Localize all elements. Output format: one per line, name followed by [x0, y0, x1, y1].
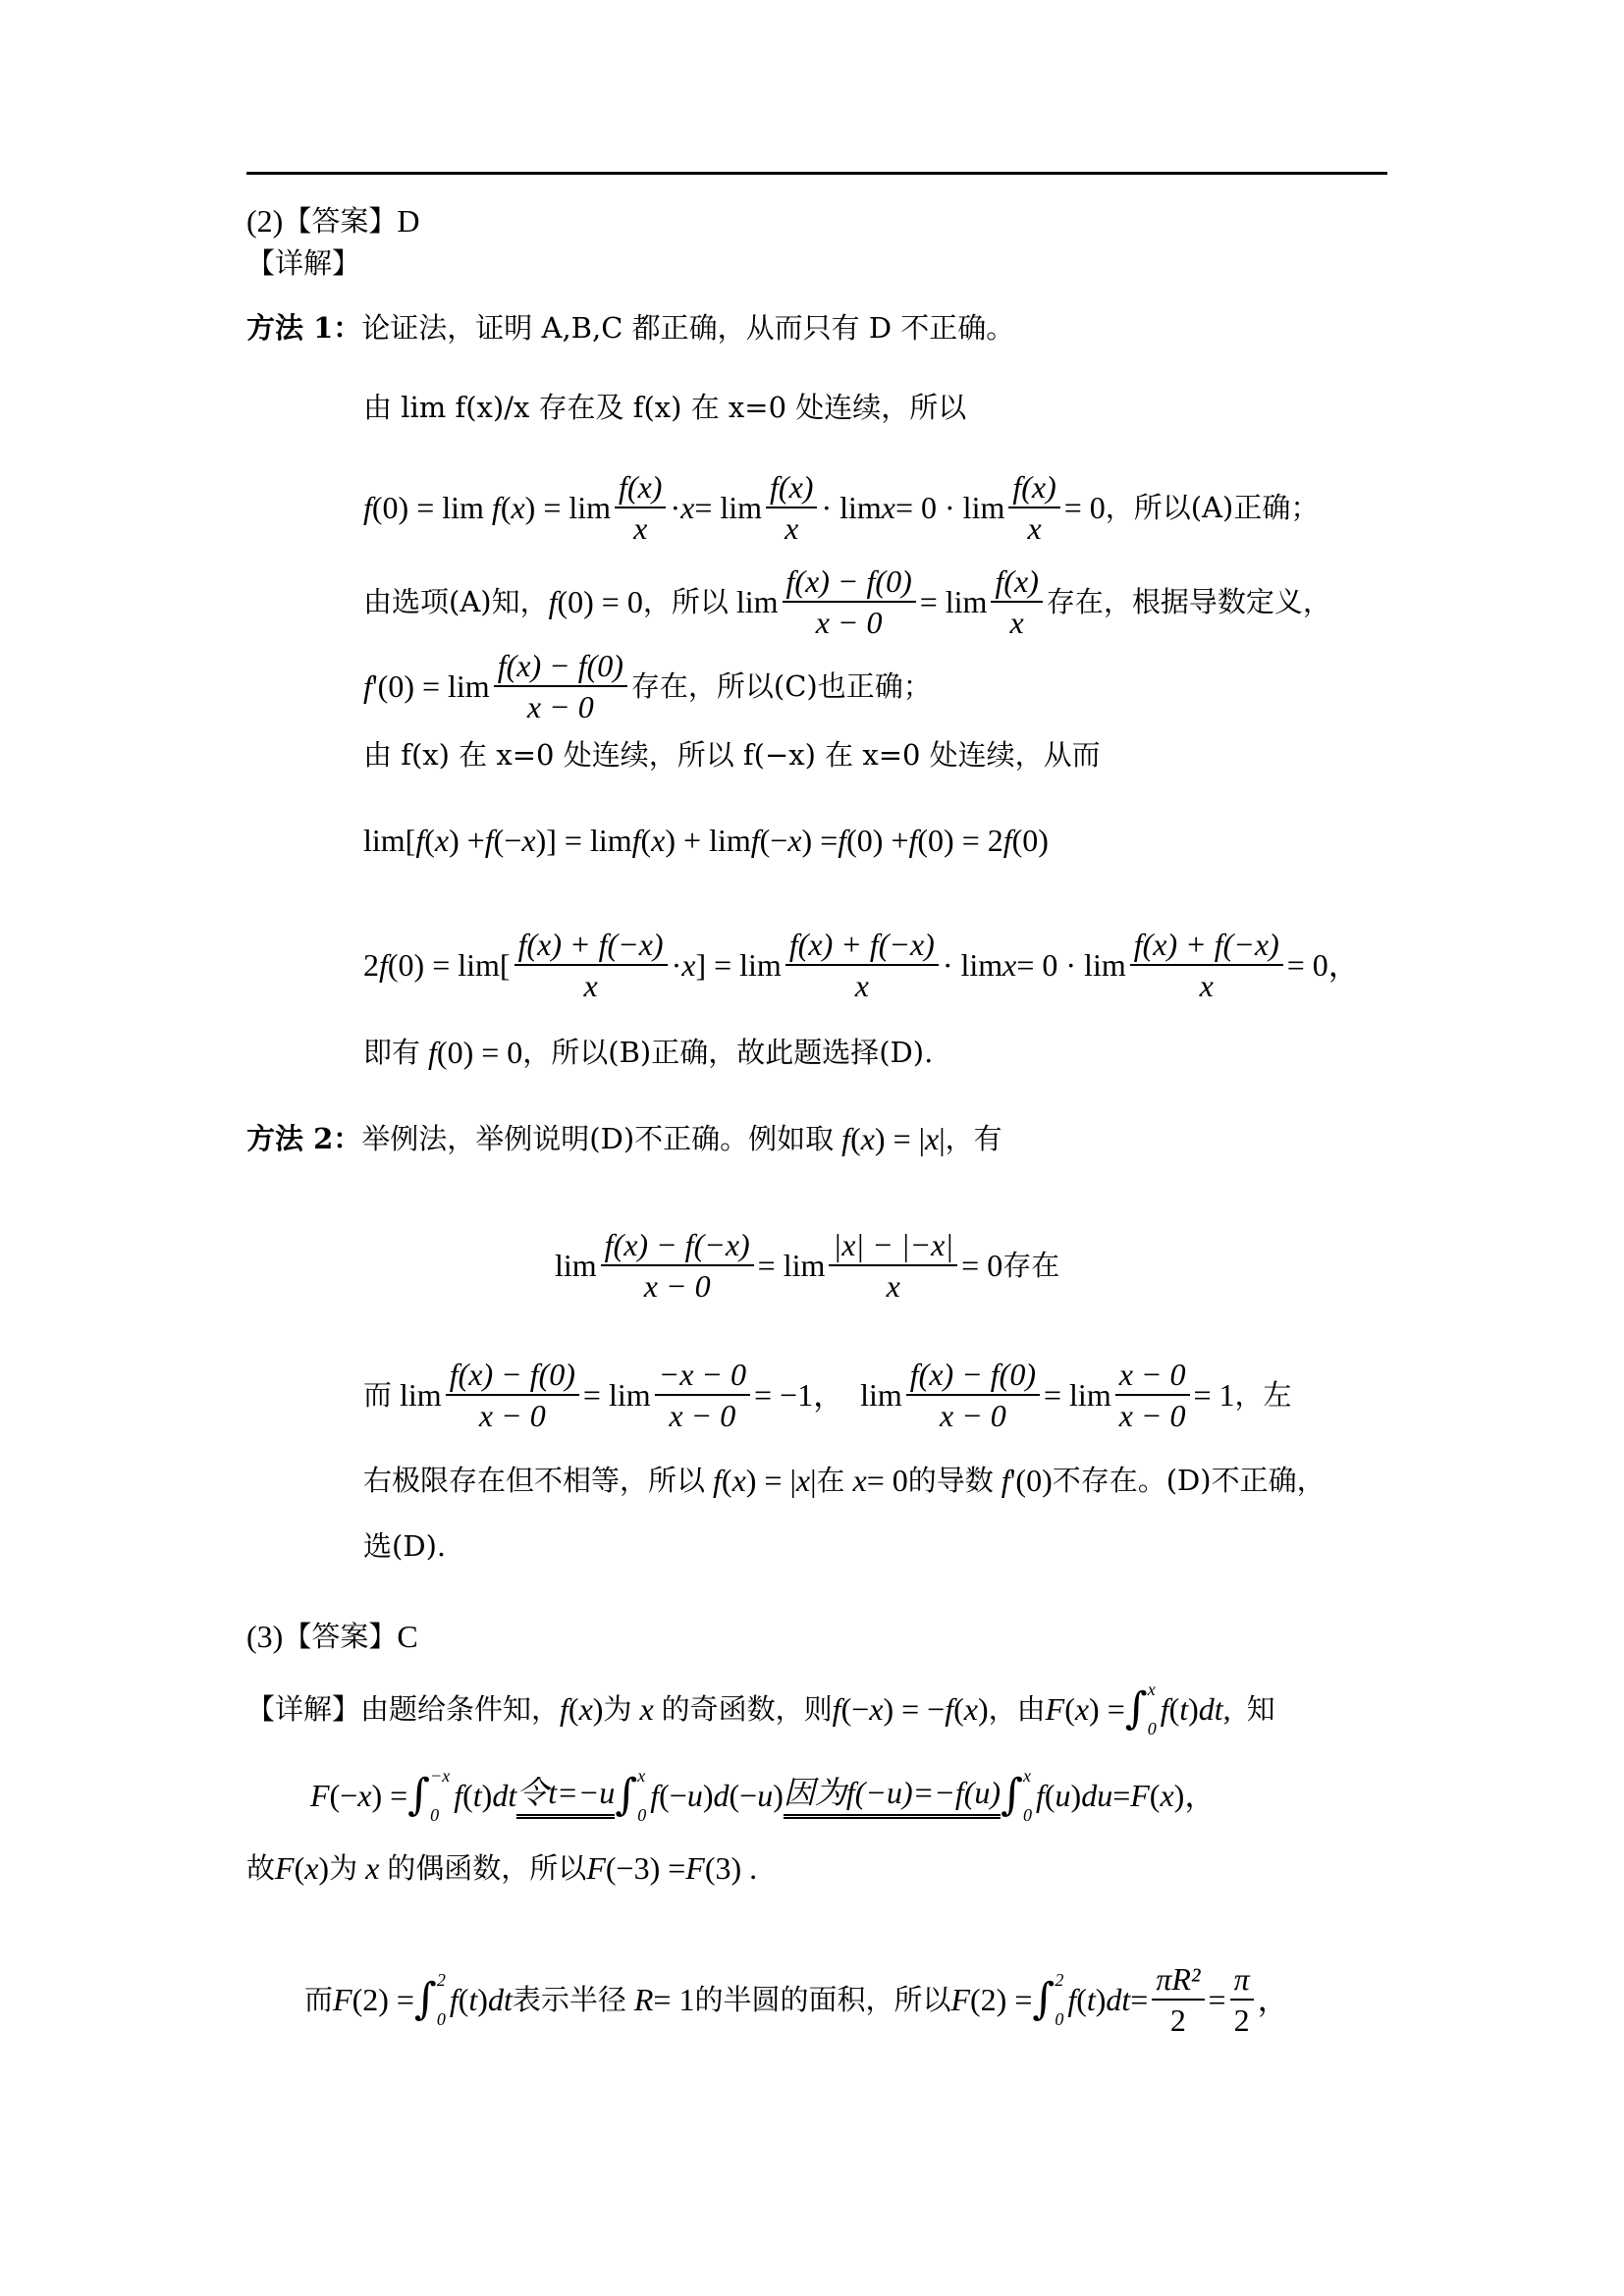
q3-line3: 故 F ( x ) 为 x 的偶函数，所以 F (−3) = F (3) . — [246, 1850, 758, 1886]
method1-line6: lim[ f ( x ) + f (− x )] = lim f ( x ) + lim f (− x ) = f (0) + f (0) = 2 f (0) — [363, 823, 1049, 858]
method1-line3: 由选项(A)知， f (0) = 0 ，所以 lim $\frac{f(x) - f(0)}{x - 0}$ = lim $\frac{f(x)}{x}$ 存在，根据导数定义， — [363, 563, 1331, 640]
method1-line8: 即有 f (0) = 0 ，所以(B)正确，故此题选择(D). — [363, 1035, 934, 1070]
method2-line-b: 而 lim $\frac{f(x) - f(0)}{x - 0}$ = lim $\frac{-x - 0}{x - 0}$ = −1， lim $\frac{f(x) - f(0)}{x - 0}$ = lim $\frac{x - 0}{x - 0}$ = 1 ，左 — [363, 1357, 1292, 1433]
method2-line-d: 选(D). — [363, 1529, 447, 1563]
method2-intro: 方法 2： 举例法，举例说明(D)不正确。例如取 f ( x ) = | x | ，有 — [246, 1121, 1002, 1156]
method1-line4: f '(0) = lim $\frac{f(x) - f(0)}{x - 0}$ 存在，所以(C)也正确； — [363, 648, 932, 724]
q3-line4: 而 F (2) = ∫ 2 0 f ( t ) dt 表示半径 R = 1 的半圆的面积，所以 F (2) = ∫ 2 0 f ( t ) dt = $\frac{\text{πR²}}{2}$ = $\frac{\pi}{2}$ ， — [304, 1961, 1289, 2038]
method1-line5: 由 f(x) 在 x=0 处连续，所以 f(−x) 在 x=0 处连续，从而 — [363, 738, 1101, 772]
top-rule — [246, 172, 1387, 175]
method1-line7: 2 f (0) = lim[ $\frac{f(x) + f(-x)}{x}$ · x ] = lim $\frac{f(x) + f(-x)}{x}$ · lim x = 0 · lim $\frac{f(x) + f(-x)}{x}$ = 0， — [363, 927, 1360, 1003]
q2-detail-tag: 【详解】 — [246, 246, 361, 280]
method2-line-c: 右极限存在但不相等，所以 f ( x ) = | x | 在 x = 0 的导数 f '(0) 不存在。(D)不正确， — [363, 1463, 1326, 1498]
method1-intro: 方法 1： 论证法，证明 A,B,C 都正确，从而只有 D 不正确。 — [246, 311, 1015, 345]
method2-limit-example: lim $\frac{f(x) - f(-x)}{x - 0}$ = lim $\frac{|x| - |-x|}{x}$ = 0 存在 — [555, 1227, 1060, 1304]
q3-line2: F (− x ) = ∫ −x 0 f ( t ) dt 令t=−u ∫ x 0 f (− u ) d (− u ) 因为f(−u)=−f(u) ∫ x 0 f ( u ) du = F ( x )， — [310, 1766, 1217, 1825]
q2-answer-line: (2) 【答案】 D — [246, 203, 420, 239]
q3-line1: 【详解】 由题给条件知， f ( x ) 为 x 的奇函数，则 f (− x ) = − f ( x ) ，由 F ( x ) = ∫ x 0 f ( t ) dt , 知 — [246, 1680, 1275, 1738]
method1-line1: 由 lim f(x)/x 存在及 f(x) 在 x=0 处连续，所以 — [363, 391, 967, 424]
method1-line2: f (0) = lim f ( x ) = lim $\frac{f(x)}{x}$ · x = lim $\frac{f(x)}{x}$ · lim x = 0 · lim $\frac{f(x)}{x}$ = 0 ，所以(A)正确； — [363, 469, 1320, 546]
q3-answer-line: (3) 【答案】 C — [246, 1619, 418, 1654]
